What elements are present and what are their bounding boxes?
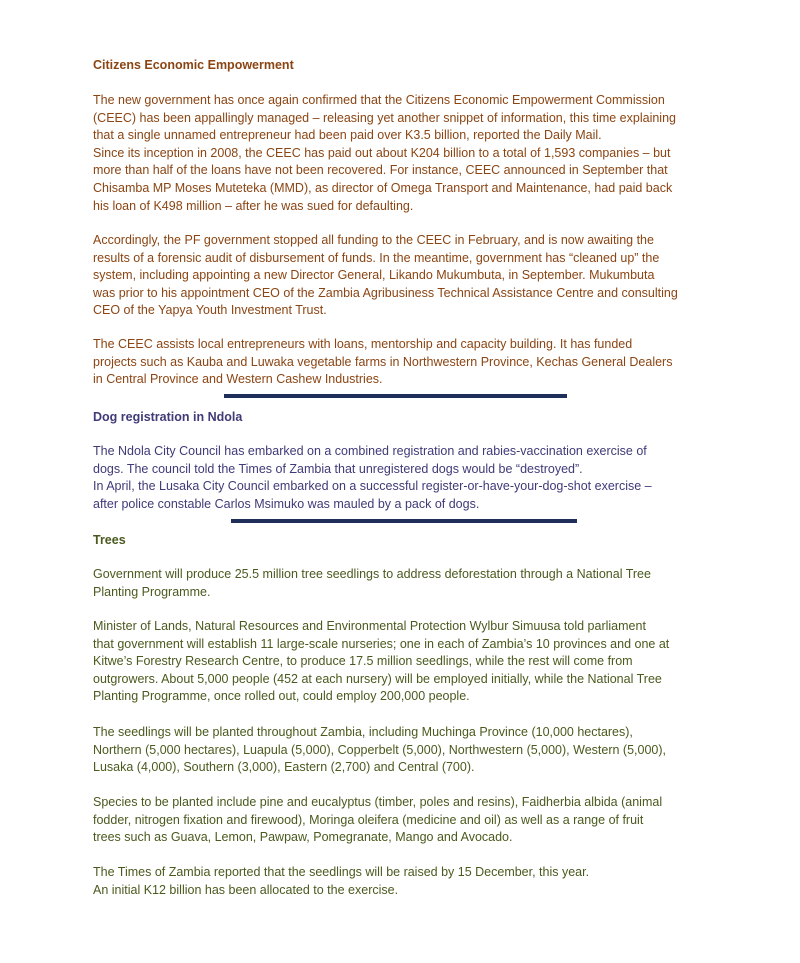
text-line: Species to be planted include pine and eucalyptus (timber, poles and resins), Faidherbia albida (animal [93, 795, 663, 809]
text-line: Minister of Lands, Natural Resources and Environmental Protection Wylbur Simuusa told parliament [93, 619, 646, 633]
text-line: The Ndola City Council has embarked on a combined registration and rabies-vaccination exercise of [93, 444, 647, 458]
text-line: The Times of Zambia reported that the seedlings will be raised by 15 December, this year. [93, 865, 590, 879]
text-line: system, including appointing a new Director General, Likando Mukumbuta, in September. Mukumbuta [93, 268, 655, 283]
text-line: The CEEC assists local entrepreneurs with loans, mentorship and capacity building. It has funded [93, 337, 633, 351]
ceec-paragraph-1 [93, 92, 713, 215]
section-divider-rule [231, 519, 577, 523]
text-line: dogs. The council told the Times of Zambia that unregistered dogs would be “destroyed”. [93, 461, 583, 476]
text-line: in Central Province and Western Cashew Industries. [93, 372, 383, 387]
text-line: The seedlings will be planted throughout Zambia, including Muchinga Province (10,000 hectares), [93, 725, 633, 739]
text-line: Government will produce 25.5 million tree seedlings to address deforestation through a National Tree [93, 567, 651, 581]
text-line: (CEEC) has been appallingly managed – releasing yet another snippet of information, this time explaining [93, 110, 676, 125]
ceec-paragraph-3 [93, 336, 713, 389]
text-line: after police constable Carlos Msimuko was mauled by a pack of dogs. [93, 496, 480, 511]
text-line: In April, the Lusaka City Council embarked on a successful register-or-have-your-dog-shot exercise – [93, 479, 652, 494]
trees-paragraph-3 [93, 724, 713, 777]
text-line: Planting Programme, once rolled out, could employ 200,000 people. [93, 689, 470, 704]
section-heading-trees: Trees [93, 533, 126, 547]
ceec-paragraph-2 [93, 232, 713, 320]
text-line: Lusaka (4,000), Southern (3,000), Eastern (2,700) and Central (700). [93, 760, 475, 775]
trees-paragraph-2 [93, 618, 713, 706]
text-line: trees such as Guava, Lemon, Pawpaw, Pomegranate, Mango and Avocado. [93, 830, 513, 845]
text-line: outgrowers. About 5,000 people (452 at each nursery) will be employed initially, while the National Tree [93, 671, 662, 686]
text-line: that a single unnamed entrepreneur had been paid over K3.5 billion, reported the Daily Mail. [93, 128, 602, 143]
text-line: more than half of the loans have not been recovered. For instance, CEEC announced in September that [93, 163, 668, 178]
text-line: projects such as Kauba and Luwaka vegetable farms in Northwestern Province, Kechas General Dealers [93, 354, 673, 369]
text-line: results of a forensic audit of disbursement of funds. In the meantime, government has “cleaned up” the [93, 250, 660, 265]
text-line: Accordingly, the PF government stopped all funding to the CEEC in February, and is now awaiting the [93, 233, 654, 247]
text-line: his loan of K498 million – after he was sued for defaulting. [93, 198, 414, 213]
section-divider-rule [224, 394, 567, 398]
dog-registration-paragraph [93, 443, 713, 513]
text-line: that government will establish 11 large-scale nurseries; one in each of Zambia’s 10 provinces and one at [93, 636, 670, 651]
text-line: Since its inception in 2008, the CEEC has paid out about K204 billion to a total of 1,593 companies – but [93, 145, 671, 160]
trees-paragraph-4 [93, 794, 713, 847]
trees-paragraph-5 [93, 864, 713, 899]
text-line: was prior to his appointment CEO of the Zambia Agribusiness Technical Assistance Centre and consulting [93, 285, 678, 300]
text-line: fodder, nitrogen fixation and firewood), Moringa oleifera (medicine and oil) as well as a range of fruit [93, 812, 644, 827]
text-line: The new government has once again confirmed that the Citizens Economic Empowerment Commission [93, 93, 665, 107]
text-line: Northern (5,000 hectares), Luapula (5,000), Copperbelt (5,000), Northwestern (5,000), Western (5,000), [93, 742, 666, 757]
section-heading-dog-registration: Dog registration in Ndola [93, 410, 243, 424]
text-line: Chisamba MP Moses Muteteka (MMD), as director of Omega Transport and Maintenance, had paid back [93, 180, 673, 195]
text-line: Planting Programme. [93, 584, 211, 599]
section-heading-ceec: Citizens Economic Empowerment [93, 58, 294, 72]
text-line: Kitwe’s Forestry Research Centre, to produce 17.5 million seedlings, while the rest will come from [93, 654, 633, 669]
text-line: CEO of the Yapya Youth Investment Trust. [93, 303, 327, 318]
trees-paragraph-1 [93, 566, 713, 601]
text-line: An initial K12 billion has been allocated to the exercise. [93, 882, 399, 897]
